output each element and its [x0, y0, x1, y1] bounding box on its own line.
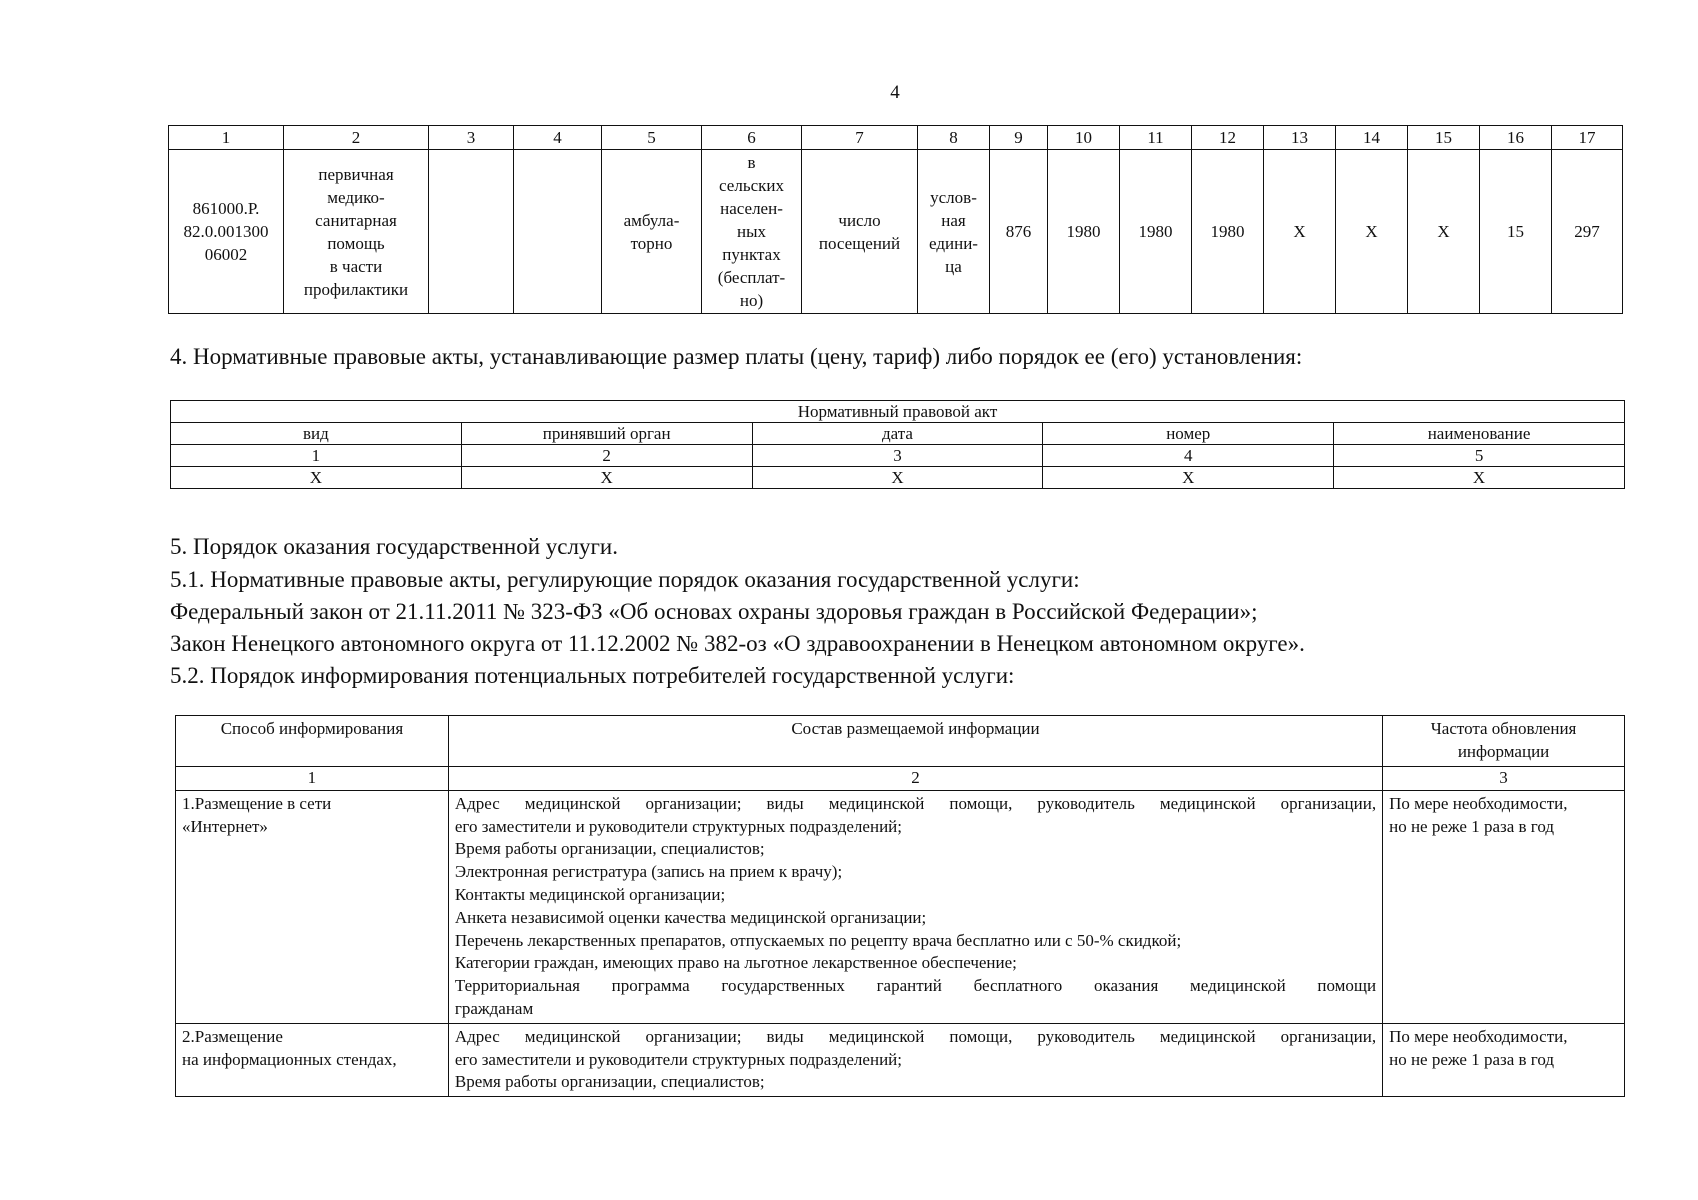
column-number: 5 [602, 126, 702, 150]
column-number: 1 [171, 445, 462, 467]
column-number: 3 [752, 445, 1043, 467]
column-number: 17 [1552, 126, 1623, 150]
method-cell: 1.Размещение в сети «Интернет» [176, 790, 449, 1023]
section4-title: 4. Нормативные правовые акты, устанавливающие размер платы (цену, тариф) либо порядок ее (его) установления: [170, 344, 1303, 369]
column-number: 3 [1383, 767, 1625, 791]
content-cell: Адрес медицинской организации; виды медицинской помощи, руководитель медицинской организации, его заместители и руководители структурных подразделений; Время работы организации, специалистов; [448, 1023, 1382, 1096]
column-number: 1 [169, 126, 284, 150]
column-number: 16 [1480, 126, 1552, 150]
frequency-cell: По мере необходимости, но не реже 1 раза в год [1383, 1023, 1625, 1096]
column-number: 9 [990, 126, 1048, 150]
law-1: Федеральный закон от 21.11.2011 № 323-ФЗ «Об основах охраны здоровья граждан в Российской Федерации»; [170, 599, 1258, 624]
column-number: 7 [802, 126, 918, 150]
table-cell: Х [1043, 467, 1334, 489]
service-volume-table [168, 125, 1623, 314]
deviation-absolute-cell: 297 [1552, 150, 1623, 314]
frequency-cell: По мере необходимости, но не реже 1 раза в год [1383, 790, 1625, 1023]
column-header: вид [171, 423, 462, 445]
table-number-row [176, 767, 1625, 791]
law-2: Закон Ненецкого автономного округа от 11.12.2002 № 382-оз «О здравоохранении в Ненецком автономном округе». [170, 631, 1305, 656]
column-header: Состав размещаемой информации [448, 716, 1382, 767]
column-number: 2 [461, 445, 752, 467]
okei-code-cell: 876 [990, 150, 1048, 314]
column-number: 4 [514, 126, 602, 150]
column-number: 4 [1043, 445, 1334, 467]
table-cell: Х [752, 467, 1043, 489]
value-cell: 1980 [1192, 150, 1264, 314]
indicator-cell: число посещений [802, 150, 918, 314]
table-row [169, 150, 1623, 314]
column-number: 10 [1048, 126, 1120, 150]
unit-cell: услов- ная едини- ца [918, 150, 990, 314]
column-number: 5 [1334, 445, 1625, 467]
table-header-row [171, 423, 1625, 445]
value-cell: 1980 [1048, 150, 1120, 314]
table-header-row [169, 126, 1623, 150]
column-number: 1 [176, 767, 449, 791]
column-header: дата [752, 423, 1043, 445]
column-header: Способ информирования [176, 716, 449, 767]
method-cell: 2.Размещение на информационных стендах, [176, 1023, 449, 1096]
table-cell: Х [171, 467, 462, 489]
table-row [176, 1023, 1625, 1096]
section5-2-title: 5.2. Порядок информирования потенциальных потребителей государственной услуги: [170, 663, 1015, 688]
fee-cell: Х [1408, 150, 1480, 314]
table-row [171, 467, 1625, 489]
service-name-cell: первичная медико- санитарная помощь в части профилактики [284, 150, 429, 314]
column-number: 12 [1192, 126, 1264, 150]
empty-cell [429, 150, 514, 314]
column-header: наименование [1334, 423, 1625, 445]
column-header: номер [1043, 423, 1334, 445]
table-number-row [171, 445, 1625, 467]
column-header: принявший орган [461, 423, 752, 445]
information-table [175, 715, 1625, 1097]
column-number: 13 [1264, 126, 1336, 150]
column-number: 14 [1336, 126, 1408, 150]
column-header: Частота обновления информации [1383, 716, 1625, 767]
registry-number-cell: 861000.Р. 82.0.001300 06002 [169, 150, 284, 314]
section5-1-title: 5.1. Нормативные правовые акты, регулирующие порядок оказания государственной услуги: [170, 567, 1080, 592]
value-cell: 1980 [1120, 150, 1192, 314]
table-row [176, 790, 1625, 1023]
empty-cell [514, 150, 602, 314]
table-title: Нормативный правовой акт [171, 401, 1625, 423]
deviation-percent-cell: 15 [1480, 150, 1552, 314]
table-cell: Х [461, 467, 752, 489]
table-title-row [171, 401, 1625, 423]
page-number: 4 [890, 82, 900, 103]
column-number: 6 [702, 126, 802, 150]
location-cell: в сельских населен- ных пунктах (бесплат- но) [702, 150, 802, 314]
column-number: 11 [1120, 126, 1192, 150]
column-number: 2 [284, 126, 429, 150]
content-cell: Адрес медицинской организации; виды медицинской помощи, руководитель медицинской организации, его заместители и руководители структурных подразделений; Время работы организации, специалистов; Электронная регистратура (запись на прием к врачу); Контакты медицинской организации; Анкета независимой оценки качества медицинской организации; Перечень лекарственных препаратов, отпускаемых по рецепту врача бесплатно или с 50-% скидкой; Категории граждан, имеющих право на льготное лекарственное обеспечение; Территориальная программа государственных гарантий бесплатного оказания медицинской помощи гражданам [448, 790, 1382, 1023]
column-number: 3 [429, 126, 514, 150]
fee-cell: Х [1264, 150, 1336, 314]
column-number: 2 [448, 767, 1382, 791]
legal-acts-table [170, 400, 1625, 489]
table-header-row [176, 716, 1625, 767]
column-number: 15 [1408, 126, 1480, 150]
table-cell: Х [1334, 467, 1625, 489]
fee-cell: Х [1336, 150, 1408, 314]
section5-title: 5. Порядок оказания государственной услуги. [170, 534, 618, 559]
column-number: 8 [918, 126, 990, 150]
conditions-cell: амбула- торно [602, 150, 702, 314]
